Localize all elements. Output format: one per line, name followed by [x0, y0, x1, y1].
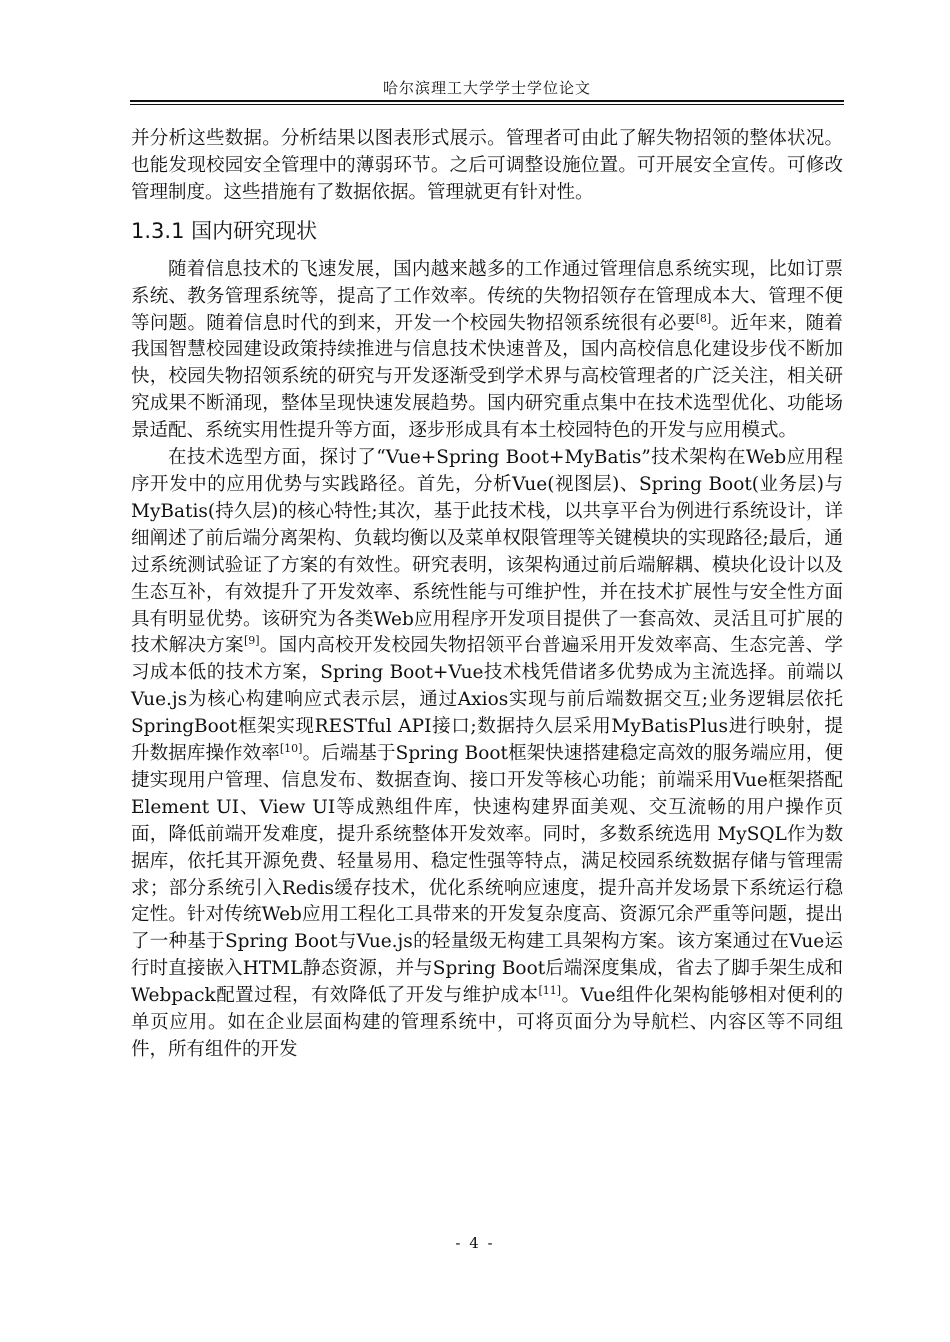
section-heading: 1.3.1 国内研究现状 [131, 218, 318, 243]
paragraph-text: 在技术选型方面，探讨了“Vue+Spring Boot+MyBatis”技术架构在Web应用程序开发中的应用优势与实践路径。首先，分析Vue(视图层)、Spring Boot(业务层)与MyBatis(持久层)的核心特性;其次，基于此技术栈，以共享平台为例进行系统设计，详细阐述了前后端分离架构、负载均衡以及菜单权限管理等关键模块的实现路径;最后，通过系统测试验证了方案的有效性。研究表明，该架构通过前后端解耦、模块化设计以及生态互补，有效提升了开发效率、系统性能与可维护性，并在技术扩展性与安全性方面具有明显优势。该研究为各类Web应用程序开发项目提供了一套高效、灵活且可扩展的技术解决方案 [131, 447, 843, 657]
paragraph-domestic-research [131, 257, 843, 445]
paragraph-continued: 并分析这些数据。分析结果以图表形式展示。管理者可由此了解失物招领的整体状况。也能发现校园安全管理中的薄弱环节。之后可调整设施位置。可开展安全宣传。可修改管理制度。这些措施有了数据依据。管理就更有针对性。 [131, 128, 843, 203]
paragraph-text: 。近年来，随着我国智慧校园建设政策持续推进与信息技术快速普及，国内高校信息化建设步伐不断加快，校园失物招领系统的研究与开发逐渐受到学术界与高校管理者的广泛关注，相关研究成果不断涌现，整体呈现快速发展趋势。国内研究重点集中在技术选型优化、功能场景适配、系统实用性提升等方面，逐步形成具有本土校园特色的开发与应用模式。 [131, 312, 843, 442]
paragraph-text: 。Vue组件化架构能够相对便利的单页应用。如在企业层面构建的管理系统中，可将页面分为导航栏、内容区等不同组件，所有组件的开发 [131, 985, 843, 1060]
citation-marker: [10] [279, 741, 303, 755]
header-rule-thick [130, 100, 844, 102]
paragraph-technology-selection [131, 445, 843, 1064]
paragraph-text: 。国内高校开发校园失物招领平台普遍采用开发效率高、生态完善、学习成本低的技术方案，Spring Boot+Vue技术栈凭借诸多优势成为主流选择。前端以Vue.js为核心构建响应式表示层，通过Axios实现与前后端数据交互;业务逻辑层依托SpringBoot框架实现RESTful API接口;数据持久层采用MyBatisPlus进行映射，提升数据库操作效率 [131, 635, 843, 765]
body-text [131, 126, 843, 1064]
page-number: - 4 - [455, 1234, 495, 1252]
paragraph-text: 随着信息技术的飞速发展，国内越来越多的工作通过管理信息系统实现，比如订票系统、教务管理系统等，提高了工作效率。传统的失物招领存在管理成本大、管理不便等问题。随着信息时代的到来，开发一个校园失物招领系统很有必要 [131, 258, 843, 334]
running-header: 哈尔滨理工大学学士学位论文 [382, 79, 591, 97]
header-rule-thin [130, 104, 844, 105]
paragraph-text: 。后端基于Spring Boot框架快速搭建稳定高效的服务端应用，便捷实现用户管理、信息发布、数据查询、接口开发等核心功能；前端采用Vue框架搭配 Element UI、View UI等成熟组件库，快速构建界面美观、交互流畅的用户操作页面，降低前端开发难度，提升系统整体开发效率。同时，多数系统选用 MySQL作为数据库，依托其开源免费、轻量易用、稳定性强等特点，满足校园系统数据存储与管理需求；部分系统引入Redis缓存技术，优化系统响应速度，提升高并发场景下系统运行稳定性。针对传统Web应用工程化工具带来的开发复杂度高、资源冗余严重等问题，提出了一种基于Spring Boot与Vue.js的轻量级无构建工具架构方案。该方案通过在Vue运行时直接嵌入HTML静态资源，并与Spring Boot后端深度集成，省去了脚手架生成和Webpack配置过程，有效降低了开发与维护成本 [131, 743, 843, 1007]
citation-marker: [11] [538, 984, 562, 998]
citation-marker: [9] [243, 634, 260, 648]
citation-marker: [8] [695, 311, 712, 325]
